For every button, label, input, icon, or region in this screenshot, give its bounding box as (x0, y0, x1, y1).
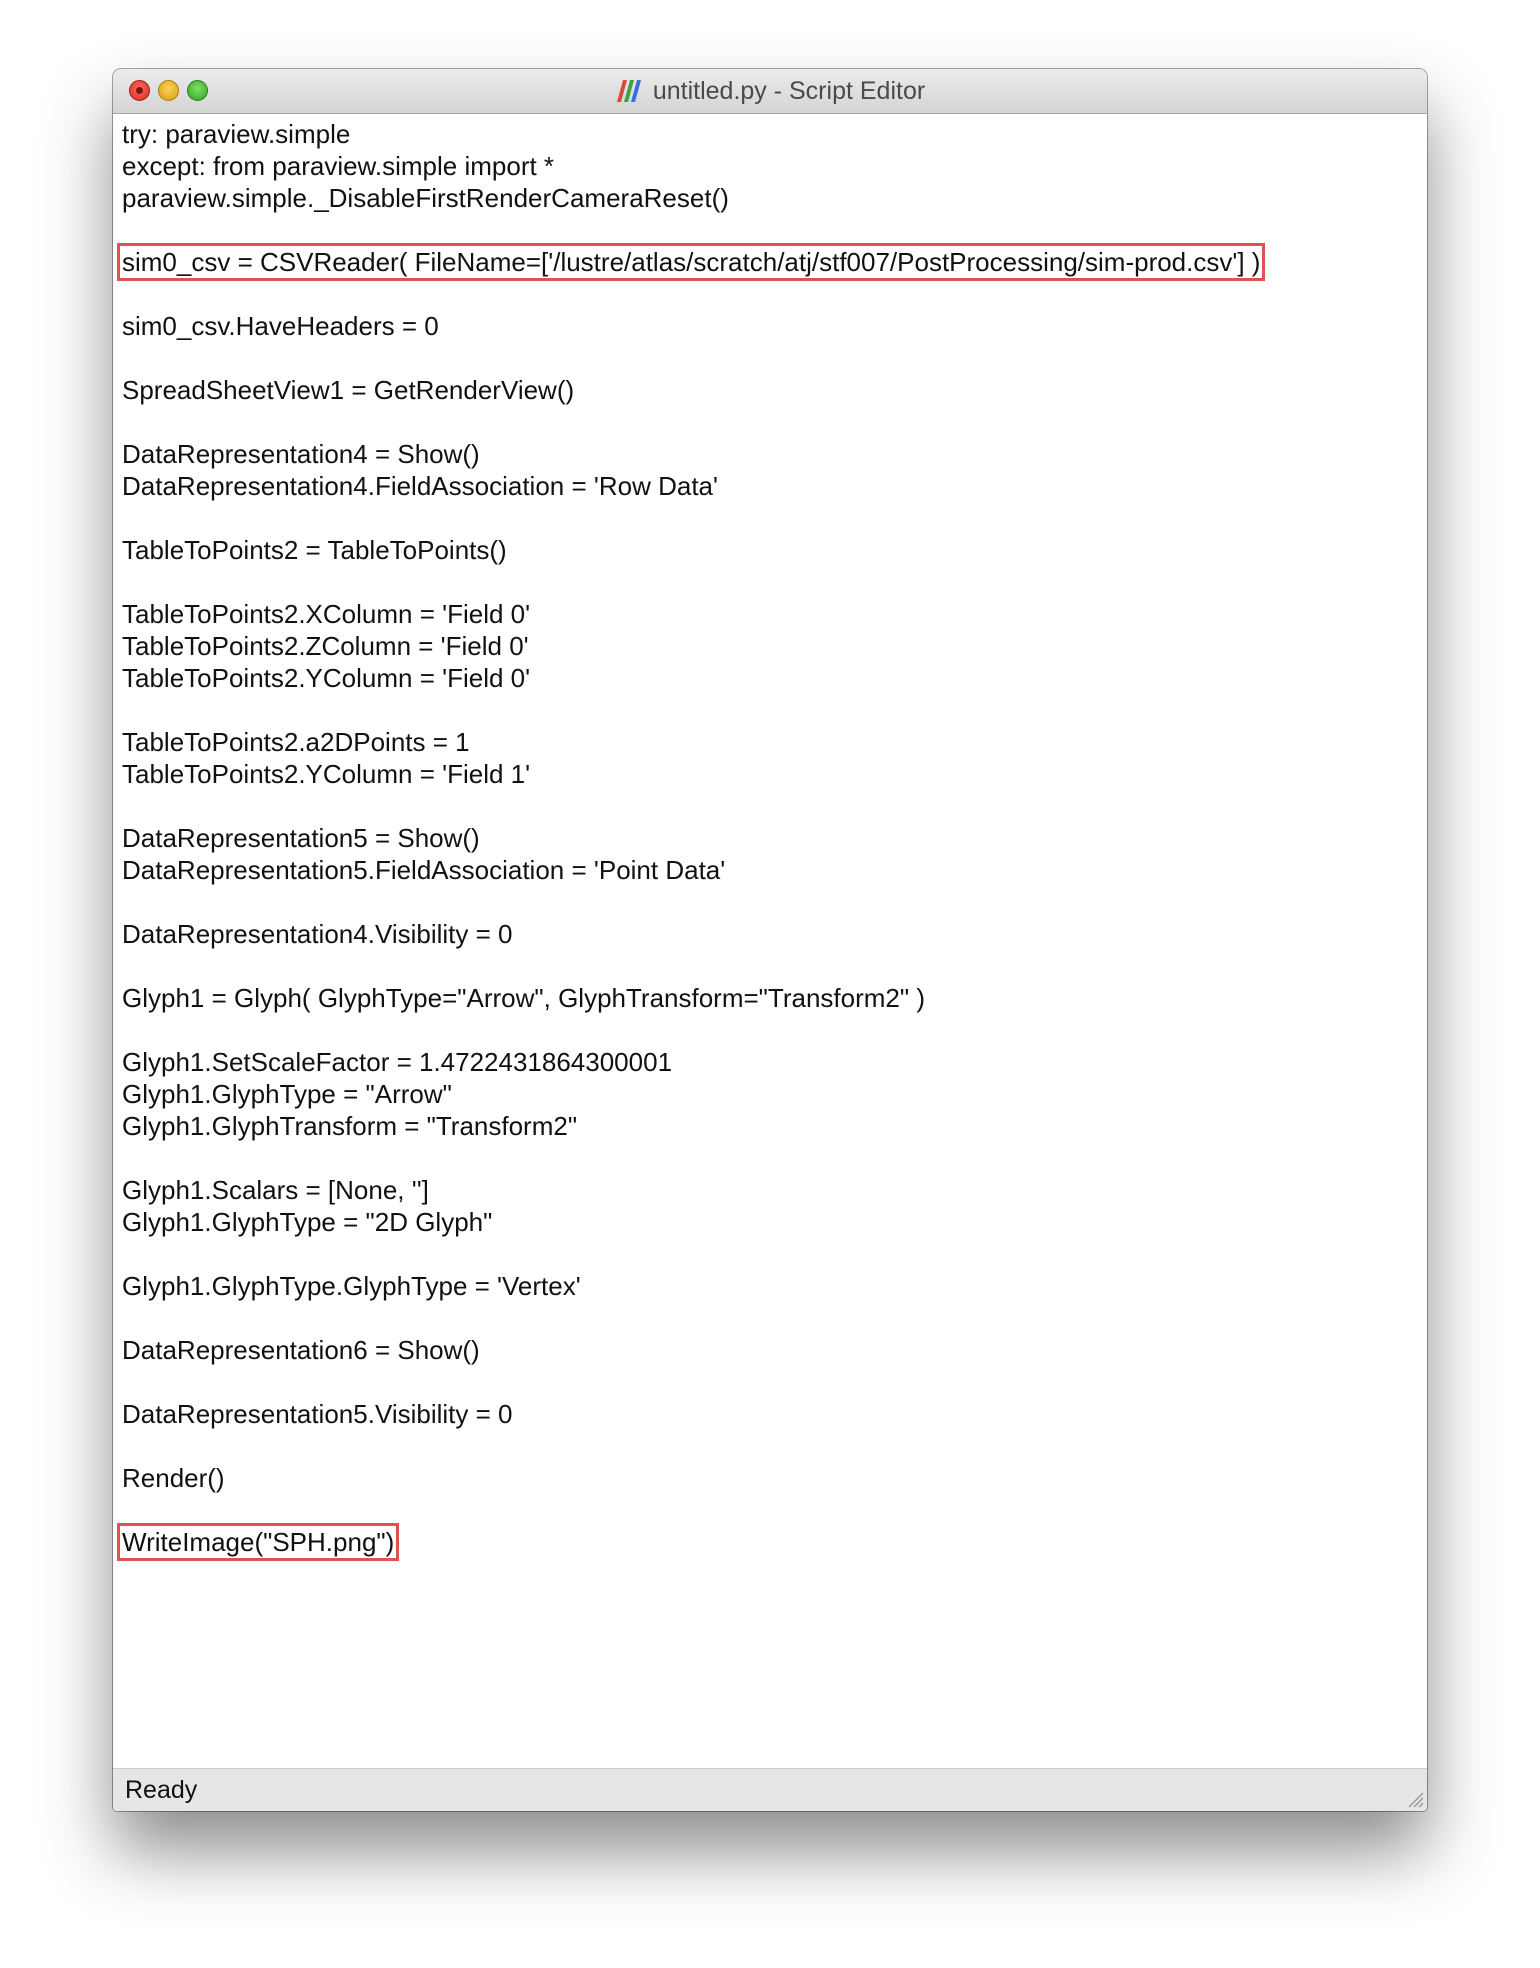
code-line[interactable] (122, 822, 1427, 854)
code-text: Render() (122, 1463, 225, 1493)
code-text: try: paraview.simple (122, 119, 351, 149)
code-text: TableToPoints2.YColumn = 'Field 1' (122, 759, 531, 789)
code-line[interactable] (122, 1526, 1427, 1558)
code-line[interactable] (122, 1462, 1427, 1494)
code-line[interactable] (122, 630, 1427, 662)
code-line[interactable] (122, 470, 1427, 502)
code-text: Glyph1.SetScaleFactor = 1.4722431864300001 (122, 1047, 673, 1077)
code-text: TableToPoints2.ZColumn = 'Field 0' (122, 631, 529, 661)
code-line[interactable] (122, 886, 1427, 918)
code-line[interactable] (122, 918, 1427, 950)
code-line[interactable] (122, 182, 1427, 214)
code-line[interactable] (122, 1302, 1427, 1334)
code-line[interactable] (122, 534, 1427, 566)
window-title-group (113, 69, 1427, 113)
code-text: Glyph1.GlyphTransform = "Transform2" (122, 1111, 578, 1141)
code-text: DataRepresentation6 = Show() (122, 1335, 480, 1365)
code-text: DataRepresentation4.FieldAssociation = 'Row Data' (122, 471, 718, 501)
code-line[interactable] (122, 1238, 1427, 1270)
code-text: DataRepresentation5.Visibility = 0 (122, 1399, 513, 1429)
code-line[interactable] (122, 374, 1427, 406)
code-line[interactable] (122, 1078, 1427, 1110)
code-text: Glyph1.GlyphType.GlyphType = 'Vertex' (122, 1271, 581, 1301)
code-line[interactable] (122, 118, 1427, 150)
code-line[interactable] (122, 1366, 1427, 1398)
code-line[interactable] (122, 1494, 1427, 1526)
window-title: untitled.py - Script Editor (652, 76, 926, 105)
code-text: TableToPoints2.XColumn = 'Field 0' (122, 599, 531, 629)
code-line[interactable] (122, 214, 1427, 246)
code-line[interactable] (122, 950, 1427, 982)
code-line[interactable] (122, 1334, 1427, 1366)
code-line[interactable] (122, 1014, 1427, 1046)
code-line[interactable] (122, 342, 1427, 374)
code-text: paraview.simple._DisableFirstRenderCameraReset() (122, 183, 729, 213)
code-line[interactable] (122, 790, 1427, 822)
highlighted-code-text: WriteImage("SPH.png") (122, 1527, 395, 1557)
code-line[interactable] (122, 854, 1427, 886)
code-line[interactable] (122, 1142, 1427, 1174)
paraview-logo-icon (615, 80, 645, 102)
code-line[interactable] (122, 598, 1427, 630)
code-line[interactable] (122, 1206, 1427, 1238)
code-line[interactable] (122, 758, 1427, 790)
resize-grip-icon[interactable] (1403, 1787, 1425, 1809)
code-editor[interactable] (113, 114, 1427, 1768)
code-line[interactable] (122, 1046, 1427, 1078)
code-text: SpreadSheetView1 = GetRenderView() (122, 375, 575, 405)
status-text: Ready (125, 1776, 198, 1804)
code-text: TableToPoints2.YColumn = 'Field 0' (122, 663, 531, 693)
code-text: Glyph1.Scalars = [None, ''] (122, 1175, 429, 1205)
code-text: DataRepresentation4.Visibility = 0 (122, 919, 513, 949)
code-line[interactable] (122, 1270, 1427, 1302)
code-line[interactable] (122, 150, 1427, 182)
code-text: Glyph1 = Glyph( GlyphType="Arrow", GlyphTransform="Transform2" ) (122, 983, 925, 1013)
code-line[interactable] (122, 406, 1427, 438)
code-line[interactable] (122, 1110, 1427, 1142)
code-text: sim0_csv.HaveHeaders = 0 (122, 311, 439, 341)
code-text: DataRepresentation5.FieldAssociation = 'Point Data' (122, 855, 726, 885)
code-text: TableToPoints2 = TableToPoints() (122, 535, 507, 565)
title-bar[interactable] (113, 69, 1427, 114)
code-line[interactable] (122, 662, 1427, 694)
code-line[interactable] (122, 246, 1427, 278)
code-line[interactable] (122, 726, 1427, 758)
code-line[interactable] (122, 278, 1427, 310)
code-text: DataRepresentation5 = Show() (122, 823, 480, 853)
code-text: except: from paraview.simple import * (122, 151, 555, 181)
script-editor-window (113, 69, 1427, 1811)
code-text: Glyph1.GlyphType = "Arrow" (122, 1079, 452, 1109)
code-line[interactable] (122, 566, 1427, 598)
code-line[interactable] (122, 1430, 1427, 1462)
code-text: TableToPoints2.a2DPoints = 1 (122, 727, 470, 757)
code-line[interactable] (122, 310, 1427, 342)
code-text: Glyph1.GlyphType = "2D Glyph" (122, 1207, 493, 1237)
code-text: DataRepresentation4 = Show() (122, 439, 480, 469)
code-line[interactable] (122, 694, 1427, 726)
highlighted-code-text: sim0_csv = CSVReader( FileName=['/lustre/atlas/scratch/atj/stf007/PostProcessing/sim-prod.csv'] ) (122, 247, 1261, 277)
status-bar (113, 1768, 1427, 1811)
code-line[interactable] (122, 1398, 1427, 1430)
code-line[interactable] (122, 502, 1427, 534)
code-line[interactable] (122, 982, 1427, 1014)
code-line[interactable] (122, 438, 1427, 470)
code-line[interactable] (122, 1174, 1427, 1206)
